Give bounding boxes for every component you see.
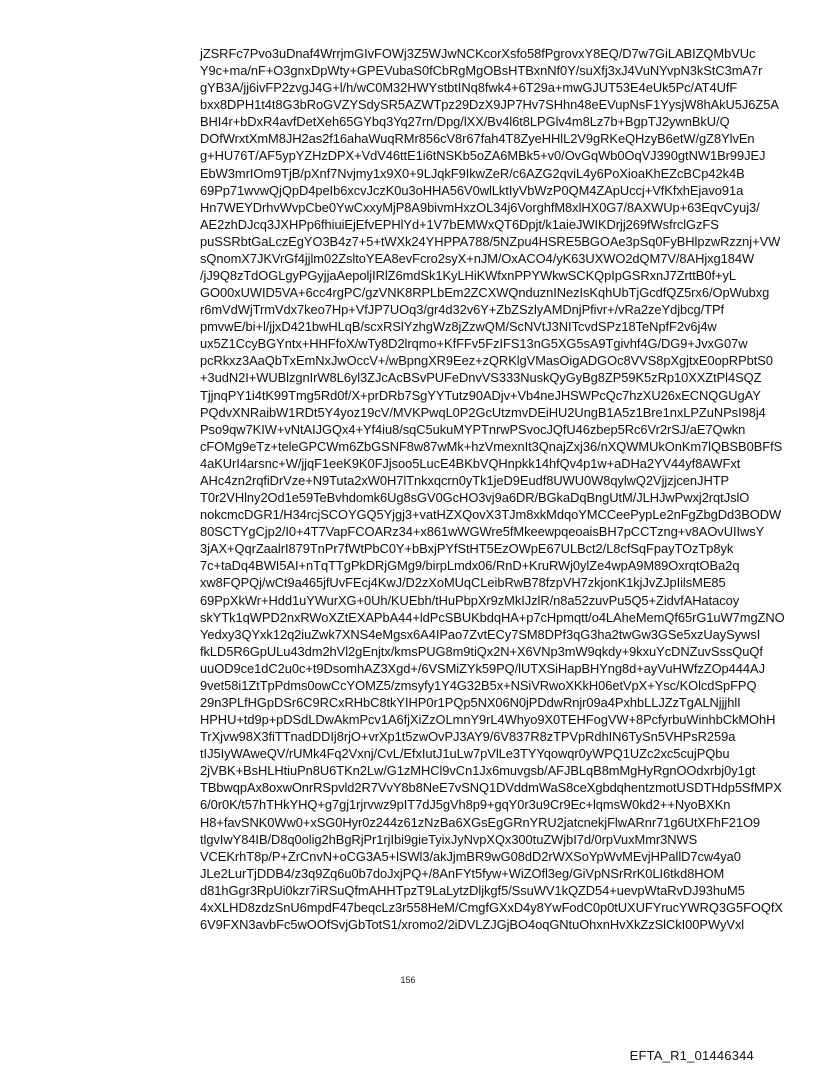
text-line: gYB3A/jj6ivFP2zvgJ4G+l/h/wC0M32HWYstbtINq8fwk4+6T29a+mwGJUT53E4eUk5Pc/AT4UfF — [200, 80, 738, 96]
text-line: d81hGgr3RpUi0kzr7iRSuQfmAHHTpzT9LaLytzDljkgf5/SsuWV1kQZD54+uevpWtaRvDJ93huM5 — [200, 882, 745, 898]
text-line: 4aKUrI4arsnc+W/jjqF1eeK9K0FJjsoo5LucE4BKbVQHnpkk14hfQv4p1w+aDHa2YV44yf8AWFxt — [200, 455, 741, 471]
text-line: uuOD9ce1dC2u0c+t9DsomhAZ3Xgd+/6VSMiZYk59PQ/lUTXSiHapBHYng8d+ayVuHWfzZOp444AJ — [200, 660, 765, 676]
text-line: r6mVdWjTrmVdx7keo7Hp+VfJP7UOq3/gr4d32v6Y+ZbZSzlyAMDnjPfivr+/vRa2zeYdjbcg/TPf — [200, 302, 725, 318]
text-line: TjjnqPY1i4tK99Tmg5Rd0f/X+prDRb7SgYYTutz90ADjv+Vb4neJHSWPcQc7hzXU26xECNQGUgAY — [200, 387, 761, 403]
text-line: VCEKrhT8p/P+ZrCnvN+oCG3A5+lSWl3/akJjmBR9wG08dD2rWXSoYpWvMEvjHPallD7cw4ya0 — [200, 848, 741, 864]
text-line: HPHU+td9p+pDSdLDwAkmPcv1A6fjXiZzOLmnY9rL4Whyo9X0TEHFogVW+8PcfyrbuWinhbCkMOhH — [200, 712, 776, 728]
text-line: tlgvIwY84IB/D8q0olig2hBgRjPr1rjIbi9gieTyixJyNvpXQx300tuZWjbI7d/0rpVuxMmr3NWS — [200, 831, 698, 847]
text-line: jZSRFc7Pvo3uDnaf4WrrjmGIvFOWj3Z5WJwNCKcorXsfo58fPgrovxY8EQ/D7w7GiLABIZQMbVUc — [200, 46, 756, 61]
document-id-stamp: EFTA_R1_01446344 — [629, 1048, 754, 1063]
text-line: pcRkxz3AaQbTxEmNxJwOccV+/wBpngXR9Eez+zQRKlgVMasOigADGOc8VVS8pXgjtxE0opRPbtS0 — [200, 353, 773, 369]
text-line: AHc4zn2rqfiDrVze+N9Tuta2xW0H7lTnkxqcrn0yTk1jeD9Eudf8UWU0W8qylwQ2VjjzjcenJHTP — [200, 472, 730, 488]
text-line: TBbwqpAx8oxwOnrRSpvld2R7VvY8b8NeE7vSNQ1DVddmWaS8ceXgbdqhentzmotUSDTHdp5SfMPX — [200, 780, 782, 796]
text-line: GO00xUWID5VA+6cc4rgPC/gzVNK8RPLbEm2ZCXWQnduznINezIsKqhUbTjGcdfQZ5rx6/OpWubxg — [200, 285, 770, 301]
text-line: H8+favSNK0Ww0+xSG0Hyr0z244z61zNzBa6XGsEgGRnYRU2jatcnekjFlwARnr71g6UtXFhF21O9 — [200, 814, 761, 830]
text-line: skYTk1qWPD2nxRWoXZtEXAPbA44+ldPcSBUKbdqHA+p7cHpmqtt/o4LAheMemQf65rG1uW7mgZNO — [200, 609, 785, 625]
text-line: 4xXLHD8zdzSnU6mpdF47beqcLz3r558HeM/CmgfGXxD4y8YwFodC0p0tUXUFYrucYWRQ3G5FOQfX — [200, 899, 783, 915]
text-line: fkLD5R6GpULu43dm2hVl2gEnjtx/kmsPUG8m9tiQx2N+X6VNp3mW9qkdy+9kxuYcDNZuvSssQuQf — [200, 643, 763, 659]
text-line: 69PpXkWr+Hdd1uYWurXG+0Uh/KUEbh/tHuPbpXr9zMkIJzlR/n8a52zuvPu5Q5+ZidvfAHatacoy — [200, 592, 740, 608]
text-line: T0r2VHlny2Od1e59TeBvhdomk6Ug8sGV0GcHO3vj9a6DR/BGkaDqBngUtM/JLHJwPwxj2rqtJslO — [200, 490, 750, 506]
text-line: bxx8DPH1t4t8G3bRoGVZYSdySR5AZWTpz29DzX9JP7Hv7SHhn48eEVupNsF1YysjW8hAkU5J6Z5A — [200, 97, 779, 113]
text-line: g+HU76T/AF5ypYZHzDPX+VdV46ttE1i6tNSKb5oZA6MBk5+v0/OvGqWb0OqVJ390gtNW1Br99JEJ — [200, 148, 766, 164]
text-line: TrXjvw98X3fiTTnadDDIj8rjO+vrXp1t5zwOvPJ3AY9/6V837R8zTPVpRdhIN6TySn5VHPsR259a — [200, 729, 736, 745]
text-line: 80SCTYgCjp2/I0+4T7VapFCOARz34+x861wWGWre5fMkeewpqeoaisBH7pCCTzng+v8AOvUIIwsY — [200, 524, 765, 540]
text-line: sQnomX7JKVrGf4jjlm02ZsltoYEA8evFcro2syX+nJM/OxACO4/yK63UXWO2dQM7V/8AHjxg184W — [200, 250, 755, 266]
text-line: 6/0r0K/t57hTHkYHQ+g7gj1rjrvwz9pIT7dJ5gVh8p9+gqY0r3u9Cr9Ec+lqmsW0kd2++NyoBXKn — [200, 797, 731, 813]
text-line: xw8FQPQj/wCt9a465jfUvFEcj4KwJ/D2zXoMUqCLeibRwB78fzpVH7zkjonK1kjJvZJpIilsME85 — [200, 575, 726, 591]
text-line: Pso9qw7KIW+vNtAIJGQx4+Yf4iu8/sqC5ukuMYPTnrwPSvocJQfU46zbep5Rc6Vr2rSJ/aE7Qwkn — [200, 421, 746, 437]
text-line: puSSRbtGaLczEgYO3B4z7+5+tWXk24YHPPA788/5NZpu4HSRE5BGOAe3pSq0FyBHlpzwRzznj+VW — [200, 233, 781, 249]
text-line: cFOMg9eTz+teleGPCWm6ZbGSNF8w87wMk+hzVmexnIt3QnajZxj36/nXQWMUkOnKm7lQBSB0BFfS — [200, 438, 783, 454]
text-line: tIJ5IyWAweQV/rUMk4Fq2Vxnj/CvL/EfxIutJ1uLw7pVlLe3TYYqowqr0yWPQ1UZc2xc5cujPQbu — [200, 746, 730, 762]
text-line: 6V9FXN3avbFc5wOOfSvjGbTotS1/xromo2/2iDVLZJGjBO4oqGNtuOhxnHvXkZzSlCkI00PWyVxl — [200, 916, 745, 932]
text-line: /jJ9Q8zTdOGLgyPGyjjaAepoljIRlZ6mdSk1KyLHiKWfxnPPYWkwSCKQpIpGSRxnJ7ZrttB0f+yL — [200, 268, 736, 284]
encoded-text-block — [200, 45, 785, 933]
text-line: nokcmcDGR1/H34rcjSCOYGQ5Yjgj3+vatHZXQovX3TJm8xkMdqoYMCCeePypLe2nFgZbgDd3BODW — [200, 507, 782, 523]
text-line: 3jAX+QqrZaalrI879TnPr7fWtPbC0Y+bBxjPYfStHT5EzOWpE67ULBct2/L8cfSqFpayTOzTp8yk — [200, 541, 734, 557]
text-line: 9vet58i1ZtTpPdms0owCcYOMZ5/zmsyfy1Y4G32B5x+NSiVRwoXKkH06etVpX+Ysc/KOlcdSpFPQ — [200, 677, 757, 693]
text-line: ux5Z1CcyBGYntx+HHFfoX/wTy8D2lrqmo+KfFFv5FzIFS13nG5XG5sA9Tgivhf4G/DG9+JvxG07w — [200, 336, 748, 352]
text-line: BHI4r+bDxR4avfDetXeh65GYbq3Yq27rn/Dpg/lXX/Bv4l6t8LPGlv4m8Lz7b+BgpTJ2ywnBkU/Q — [200, 114, 730, 130]
text-line: +3udN2I+WUBlzgnIrW8L6yl3ZJcAcBSvPUFeDnvVS333NuskQyGyBg8ZP59K5zRp10XXZtPl4SQZ — [200, 370, 762, 386]
text-line: Y9c+ma/nF+O3gnxDpWty+GPEVubaS0fCbRgMgOBsHTBxnNf0Y/suXfj3xJ4VuNYvpN3kStC3mA7r — [200, 63, 763, 79]
text-line: Hn7WEYDrhvWvpCbe0YwCxxyMjP8A9bivmHxzOL34j6VorghfM8xlHX0G7/8AXWUp+63EqvCyuj3/ — [200, 199, 760, 215]
text-line: 29n3PLfHGpDSr6C9RCxRHbC8tkYIHP0r1PQp5NX06N0jPDdwRnjr09a4PxhbLLJZzTgALNjjjhlI — [200, 694, 741, 710]
text-line: 69Pp71wvwQjQpD4peIb6xcvJczK0u3oHHA56V0wlLktIyVbWzP0QM4ZApUccj+VfKfxhEjavo91a — [200, 182, 744, 198]
text-line: PQdvXNRaibW1RDt5Y4yoz19cV/MVKPwqL0P2GcUtzmvDEiHU2UngB1A5z1Bre1nxLPZuNPsI98j4 — [200, 404, 766, 420]
text-line: 7c+taDq4BWI5AI+nTqTTgPkDRjGMg9/birpLmdx06/RnD+KruRWj0ylZe4wpA9M89OxrqtOBa2q — [200, 558, 740, 574]
text-line: AE2zhDJcq3JXHPp6fhiuiEjEfvEPHlYd+1V7bEMWxQT6Dpjt/k1aieJWIKDrjj269fWsfrclGzFS — [200, 216, 719, 232]
page-number: 156 — [400, 975, 416, 985]
text-line: Yedxy3QYxk12q2iuZwk7XNS4eMgsx6A4IPao7ZvtECy7SM8DPf3qG3ha2twGw3GSe5xzUaySywsI — [200, 626, 761, 642]
text-line: pmvwE/bi+l/jjxD421bwHLqB/scxRSlYzhgWz8jZzwQM/ScNVtJ3NITcvdSPz18TeNpfF2v6j4w — [200, 319, 717, 335]
text-line: 2jVBK+BsHLHtiuPn8U6TKn2Lw/G1zMHCl9vCn1Jx6muvgsb/AFJBLqB8mMgHyRgnOOdxrbj0y1gt — [200, 763, 756, 779]
text-line: DOfWrxtXmM8JH2as2f16ahaWuqRMr856cV8r67fah4T8ZyeHHlL2V9gRKeQHzyB6etW/gZ8YlvEn — [200, 131, 755, 147]
text-line: JLe2LurTjDDB4/z3q9Zq6u0b7doJxjPQ+/8AnFYt5fyw+WiZOfl3eg/GiVpNSrRrK0LI6tkd8HOM — [200, 865, 725, 881]
text-line: EbW3mrIOm9TjB/pXnf7Nvjmy1x9X0+9LJqkF9IkwZeR/c6AZG2qviL4y6PoXioaKhEZcBCp42k4B — [200, 165, 745, 181]
